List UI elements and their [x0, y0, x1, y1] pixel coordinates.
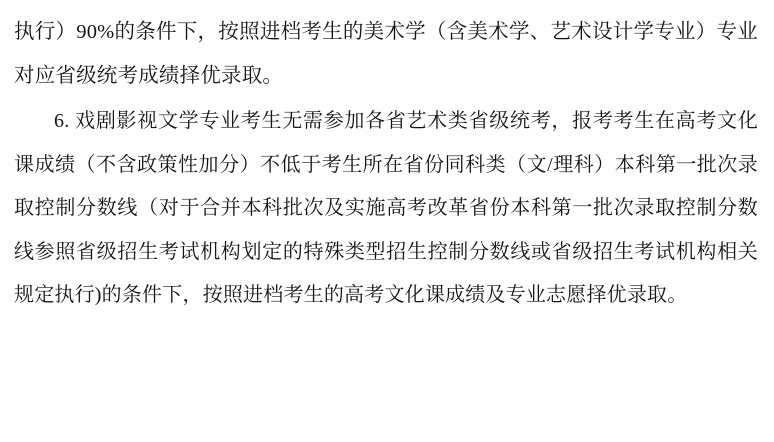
paragraph-item-6: 6. 戏剧影视文学专业考生无需参加各省艺术类省级统考，报考考生在高考文化课成绩（不含政策性加分）不低于考生所在省份同科类（文/理科）本科第一批次录取控制分数线（对于合并本科批次及实施高考改革省份本科第一批次录取控制分数线参照省级招生考试机构划定的特殊类型招生控制分数线或省级招生考试机构相关规定执行)的条件下，按照进档考生的高考文化课成绩及专业志愿择优录取。 — [14, 110, 758, 306]
paragraph-continuation: 执行）90%的条件下，按照进档考生的美术学（含美术学、艺术设计学专业）专业对应省级统考成绩择优录取。 — [14, 21, 758, 87]
